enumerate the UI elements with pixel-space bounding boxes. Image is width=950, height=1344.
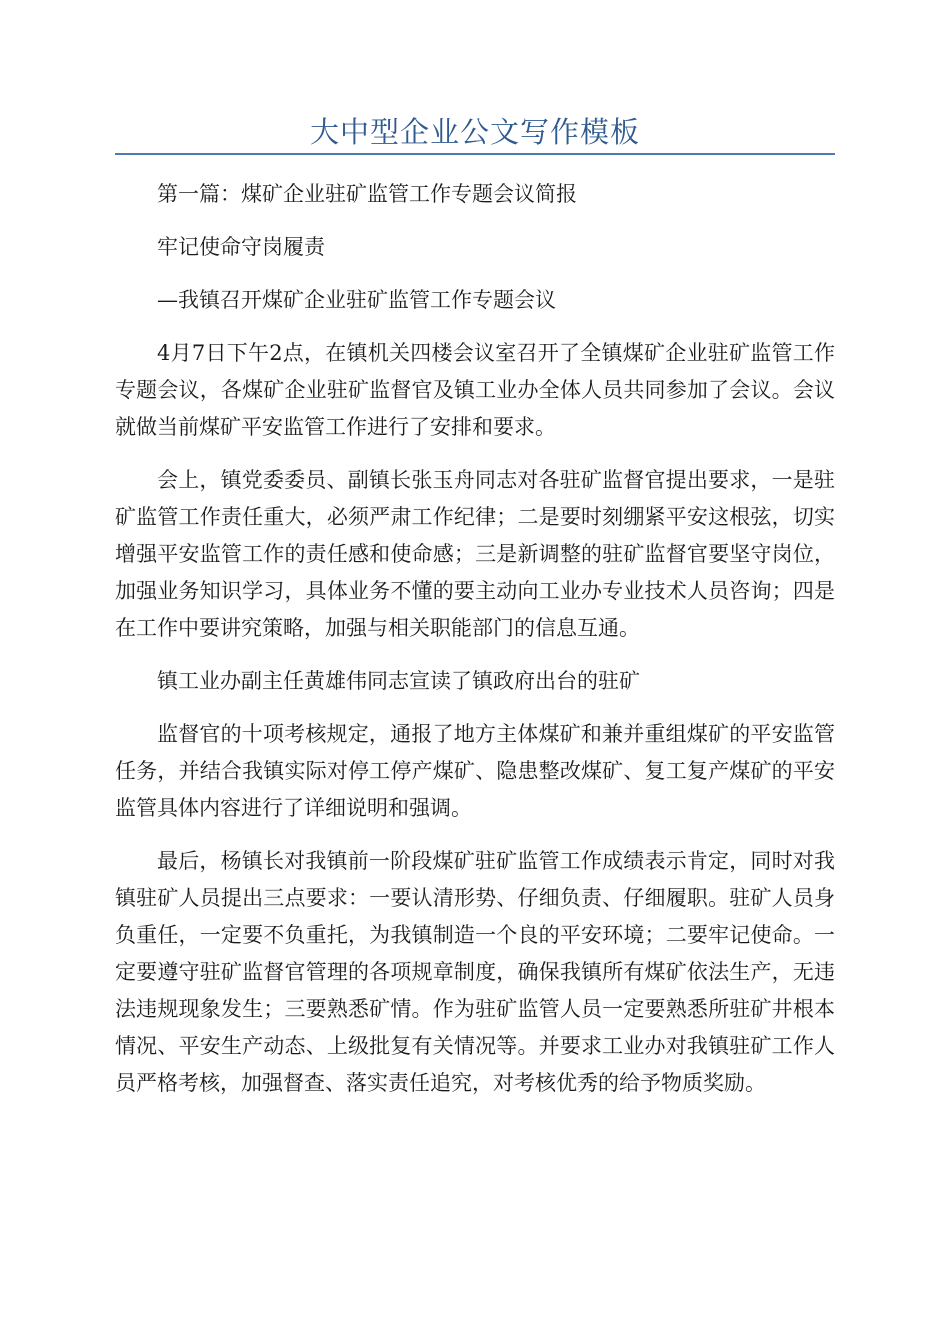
document-body <box>115 176 835 1118</box>
title-underline <box>115 153 835 155</box>
subheadline: —我镇召开煤矿企业驻矿监管工作专题会议 <box>157 288 556 312</box>
body-paragraph: 监督官的十项考核规定，通报了地方主体煤矿和兼并重组煤矿的平安监管任务，并结合我镇实际对停工停产煤矿、隐患整改煤矿、复工复产煤矿的平安监管具体内容进行了详细说明和强调。 <box>115 722 835 820</box>
body-paragraph: 4月7日下午2点，在镇机关四楼会议室召开了全镇煤矿企业驻矿监管工作专题会议，各煤矿企业驻矿监督官及镇工业办全体人员共同参加了会议。会议就做当前煤矿平安监管工作进行了安排和要求。 <box>115 341 835 439</box>
body-paragraph: 镇工业办副主任黄雄伟同志宣读了镇政府出台的驻矿 <box>157 669 640 693</box>
body-paragraph: 会上，镇党委委员、副镇长张玉舟同志对各驻矿监督官提出要求，一是驻矿监管工作责任重大，必须严肃工作纪律；二是要时刻绷紧平安这根弦，切实增强平安监管工作的责任感和使命感；三是新调整的驻矿监督官要坚守岗位，加强业务知识学习，具体业务不懂的要主动向工业办专业技术人员咨询；四是在工作中要讲究策略，加强与相关职能部门的信息互通。 <box>115 468 835 640</box>
section-heading: 第一篇：煤矿企业驻矿监管工作专题会议简报 <box>157 182 577 206</box>
headline: 牢记使命守岗履责 <box>157 235 325 259</box>
body-paragraph: 最后，杨镇长对我镇前一阶段煤矿驻矿监管工作成绩表示肯定，同时对我镇驻矿人员提出三点要求：一要认清形势、仔细负责、仔细履职。驻矿人员身负重任，一定要不负重托，为我镇制造一个良的平安环境；二要牢记使命。一定要遵守驻矿监督官管理的各项规章制度，确保我镇所有煤矿依法生产，无违法违规现象发生；三要熟悉矿情。作为驻矿监管人员一定要熟悉所驻矿井根本情况、平安生产动态、上级批复有关情况等。并要求工业办对我镇驻矿工作人员严格考核，加强督查、落实责任追究，对考核优秀的给予物质奖励。 <box>115 849 835 1095</box>
document-title: 大中型企业公文写作模板 <box>309 115 640 149</box>
